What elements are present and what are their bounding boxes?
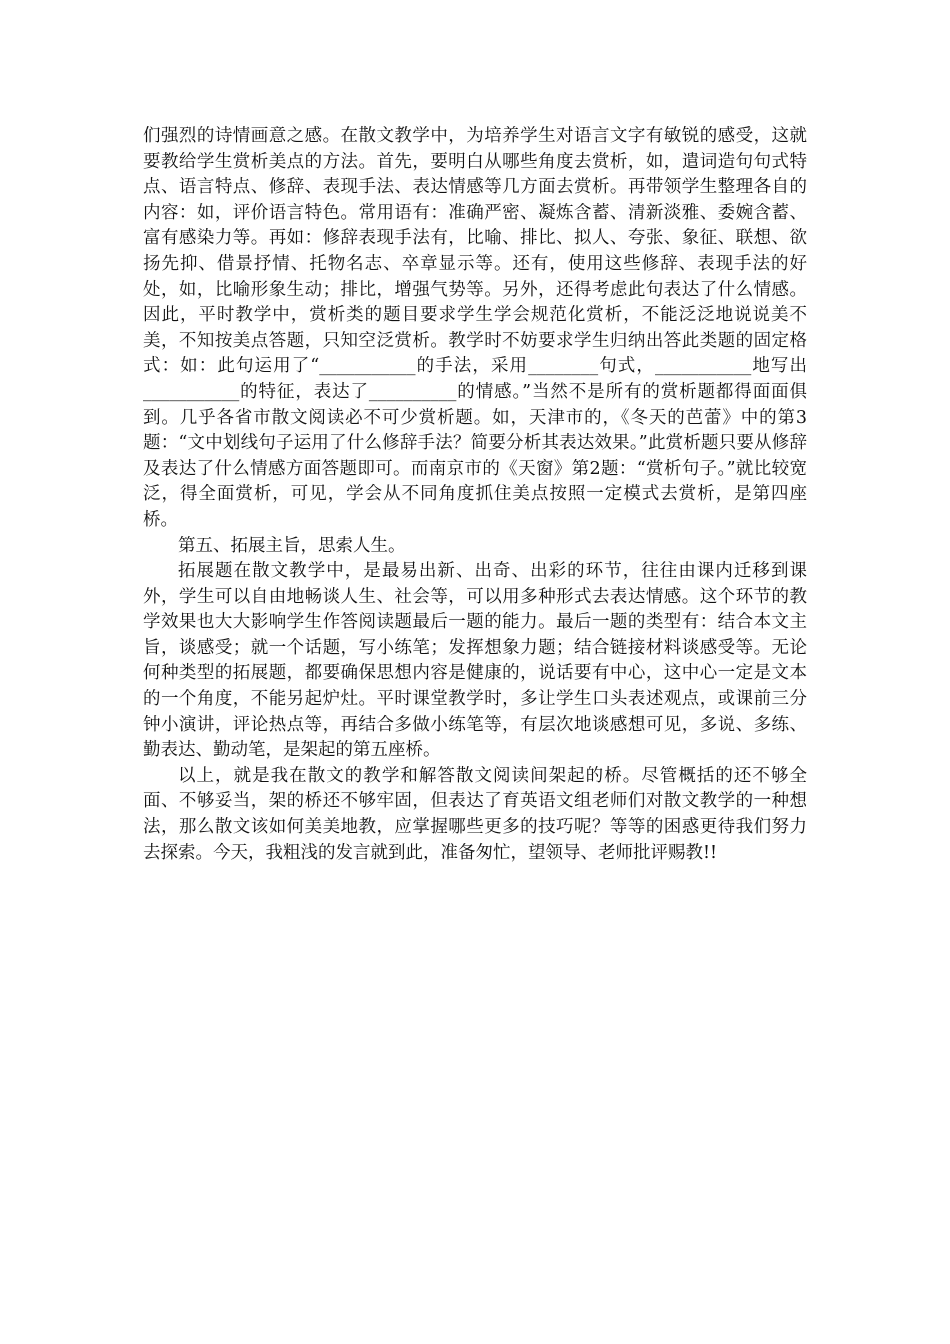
- paragraph-extension-questions: 拓展题在散文教学中，是最易出新、出奇、出彩的环节，往往由课内迁移到课外，学生可以自由地畅谈人生、社会等，可以用多种形式去表达情感。这个环节的教学效果也大大影响学生作答阅读题最后一题的能力。最后一题的类型有：结合本文主旨，谈感受；就一个话题，写小练笔；发挥想象力题；结合链接材料谈感受等。无论何种类型的拓展题，都要确保思想内容是健康的，说话要有中心，这中心一定是文本的一个角度，不能另起炉灶。平时课堂教学时，多让学生口头表述观点，或课前三分钟小演讲，评论热点等，再结合多做小练笔等，有层次地谈感想可见，多说、多练、勤表达、勤动笔，是架起的第五座桥。: [143, 561, 807, 761]
- paragraph-aesthetic-analysis: 们强烈的诗情画意之感。在散文教学中，为培养学生对语言文字有敏锐的感受，这就要教给学生赏析美点的方法。首先，要明白从哪些角度去赏析，如，遣词造句句式特点、语言特点、修辞、表现手法、表达情感等几方面去赏析。再带领学生整理各自的内容：如，评价语言特色。常用语有：准确严密、凝炼含蓄、清新淡雅、委婉含蓄、富有感染力等。再如：修辞表现手法有，比喻、排比、拟人、夸张、象征、联想、欲扬先抑、借景抒情、托物名志、卒章显示等。还有，使用这些修辞、表现手法的好处，如，比喻形象生动；排比，增强气势等。另外，还得考虑此句表达了什么情感。因此，平时教学中，赏析类的题目要求学生学会规范化赏析，不能泛泛地说说美不美，不知按美点答题，只知空泛赏析。教学时不妨要求学生归纳出答此类题的固定格式：如：此句运用了“___________的手法，采用________句式，___________地写出___________的特征，表达了__________的情感。”当然不是所有的赏析题都得面面俱到。几乎各省市散文阅读必不可少赏析题。如，天津市的，《冬天的芭蕾》中的第3题：“文中划线句子运用了什么修辞手法？简要分析其表达效果。”此赏析题只要从修辞及表达了什么情感方面答题即可。而南京市的《天窗》第2题：“赏析句子。”就比较宽泛，得全面赏析，可见，学会从不同角度抓住美点按照一定模式去赏析，是第四座桥。: [143, 126, 807, 530]
- document-page: [143, 124, 807, 866]
- paragraph-conclusion: 以上，就是我在散文的教学和解答散文阅读间架起的桥。尽管概括的还不够全面、不够妥当，架的桥还不够牢固，但表达了育英语文组老师们对散文教学的一种想法，那么散文该如何美美地教，应掌握哪些更多的技巧呢？等等的困惑更待我们努力去探索。今天，我粗浅的发言就到此，准备匆忙，望领导、老师批评赐教!!: [143, 765, 807, 863]
- section-heading-fifth: 第五、拓展主旨，思索人生。: [178, 535, 406, 556]
